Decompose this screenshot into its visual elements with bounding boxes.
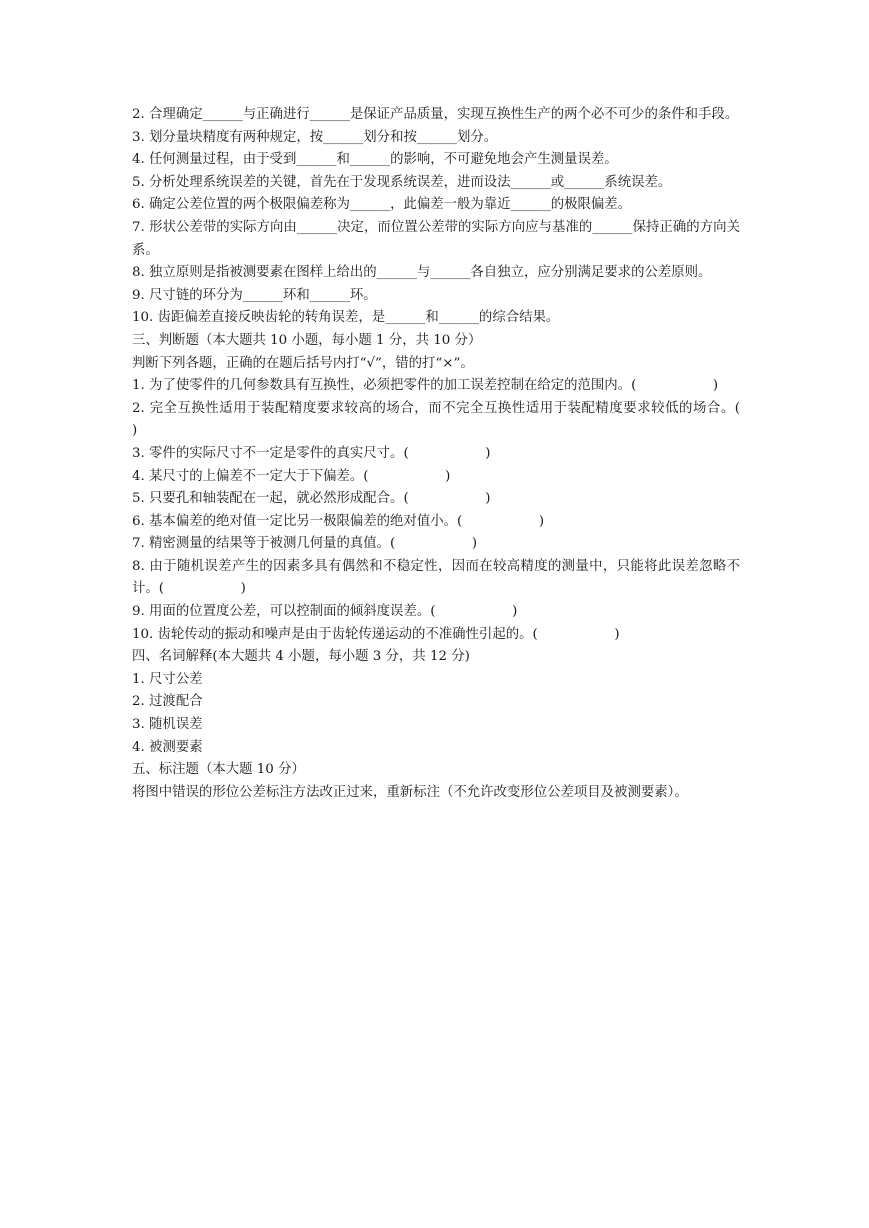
fill-blank-question-3: 3. 划分量块精度有两种规定，按______划分和按______划分。 [132, 129, 498, 145]
judgment-instruction: 判断下列各题，正确的在题后括号内打“√”，错的打“×”。 [132, 355, 474, 371]
section-heading-terms: 四、名词解释(本大题共 4 小题，每小题 3 分，共 12 分) [132, 649, 470, 665]
judgment-question-9: 9. 用面的位置度公差，可以控制面的倾斜度误差。( ) [132, 604, 518, 620]
term-item-2: 2. 过渡配合 [132, 694, 203, 710]
annotation-instruction: 将图中错误的形位公差标注方法改正过来，重新标注（不允许改变形位公差项目及被测要素）。 [132, 784, 688, 800]
judgment-question-7: 7. 精密测量的结果等于被测几何量的真值。( ) [132, 536, 478, 552]
section-heading-judgment: 三、判断题（本大题共 10 小题，每小题 1 分，共 10 分） [132, 332, 482, 348]
fill-blank-question-8: 8. 独立原则是指被测要素在图样上给出的______与______各自独立，应分别满足要求的公差原则。 [132, 265, 712, 281]
judgment-question-4: 4. 某尺寸的上偏差不一定大于下偏差。( ) [132, 468, 451, 484]
term-item-4: 4. 被测要素 [132, 739, 203, 755]
fill-blank-question-7: 7. 形状公差带的实际方向由______决定，而位置公差带的实际方向应与基准的______保持正确的方向关系。 [132, 219, 740, 258]
judgment-question-5: 5. 只要孔和轴装配在一起，就必然形成配合。( ) [132, 491, 491, 507]
judgment-question-2: 2. 完全互换性适用于装配精度要求较高的场合，而不完全互换性适用于装配精度要求较低的场合。( ) [132, 400, 817, 439]
fill-blank-question-2: 2. 合理确定______与正确进行______是保证产品质量，实现互换性生产的两个必不可少的条件和手段。 [132, 107, 739, 122]
term-item-1: 1. 尺寸公差 [132, 671, 203, 687]
fill-blank-question-10: 10. 齿距偏差直接反映齿轮的转角误差，是______和______的综合结果。 [132, 310, 560, 326]
fill-blank-question-4: 4. 任何测量过程，由于受到______和______的影响，不可避免地会产生测量误差。 [132, 152, 618, 168]
judgment-question-10: 10. 齿轮传动的振动和噪声是由于齿轮传递运动的不准确性引起的。( ) [132, 626, 620, 642]
fill-blank-question-5: 5. 分析处理系统误差的关键，首先在于发现系统误差，进而设法______或______系统误差。 [132, 174, 672, 190]
fill-blank-question-9: 9. 尺寸链的环分为______环和______环。 [132, 287, 377, 303]
section-heading-annotation: 五、标注题（本大题 10 分） [132, 762, 305, 778]
judgment-question-1: 1. 为了使零件的几何参数具有互换性，必须把零件的加工误差控制在给定的范围内。( ) [132, 378, 719, 394]
exam-page [132, 104, 817, 804]
judgment-question-3: 3. 零件的实际尺寸不一定是零件的真实尺寸。( ) [132, 445, 491, 461]
judgment-question-6: 6. 基本偏差的绝对值一定比另一极限偏差的绝对值小。( ) [132, 513, 545, 529]
term-item-3: 3. 随机误差 [132, 717, 203, 733]
fill-blank-question-6: 6. 确定公差位置的两个极限偏差称为______，此偏差一般为靠近______的极限偏差。 [132, 197, 632, 213]
judgment-question-8: 8. 由于随机误差产生的因素多具有偶然和不稳定性，因而在较高精度的测量中，只能将此误差忽略不计。( ) [132, 558, 740, 597]
